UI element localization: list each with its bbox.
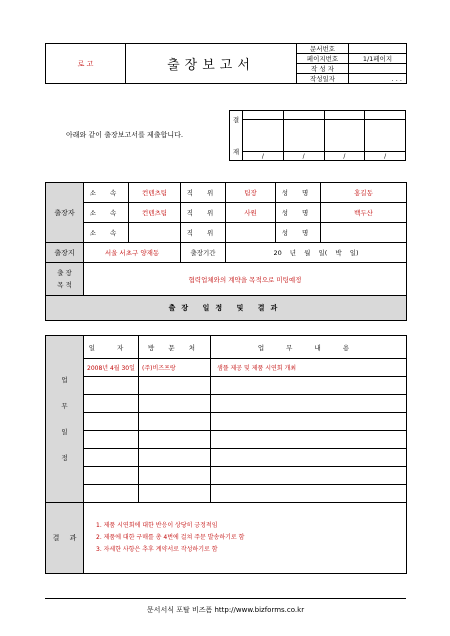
- approval-date-cell[interactable]: /: [365, 152, 406, 161]
- page-title: 출장보고서: [126, 44, 297, 84]
- approval-sign-cell[interactable]: [365, 120, 406, 152]
- schedule-date[interactable]: [84, 377, 139, 395]
- side-label-char: 업: [61, 376, 68, 384]
- schedule-visit[interactable]: [139, 449, 211, 467]
- schedule-task[interactable]: 샘플 제공 및 제품 시연회 개최: [211, 359, 407, 377]
- position-value[interactable]: 사원: [226, 203, 276, 223]
- name-value[interactable]: 백두산: [321, 203, 407, 223]
- period-label: 출장기간: [181, 243, 226, 263]
- table-row: [46, 377, 407, 395]
- footer-text: 문서서식 포탈 비즈폼 http://www.bizforms.co.kr: [146, 606, 305, 614]
- schedule-task[interactable]: [211, 413, 407, 431]
- schedule-date[interactable]: [84, 449, 139, 467]
- col-header-visit: 방 문 처: [139, 336, 211, 359]
- schedule-visit[interactable]: [139, 485, 211, 503]
- schedule-task[interactable]: [211, 467, 407, 485]
- purpose-label: [46, 263, 84, 296]
- name-value[interactable]: [321, 223, 407, 243]
- meta-value[interactable]: 1/1페이지: [349, 54, 407, 64]
- purpose-label-line: 출 장: [57, 269, 72, 277]
- approval-date-cell[interactable]: /: [324, 152, 365, 161]
- schedule-task[interactable]: [211, 395, 407, 413]
- position-value[interactable]: [226, 223, 276, 243]
- travelers-label: 출장자: [46, 183, 84, 243]
- name-label: 성 명: [276, 183, 321, 203]
- approval-box: [229, 110, 406, 161]
- schedule-date[interactable]: [84, 431, 139, 449]
- approval-sign-cell[interactable]: [243, 120, 284, 152]
- schedule-task[interactable]: [211, 377, 407, 395]
- side-label-char: 일: [61, 428, 68, 436]
- dept-label: 소 속: [84, 203, 129, 223]
- approval-title-cell: [243, 111, 284, 120]
- meta-label: 작성일자: [297, 74, 349, 84]
- approval-title-cell: [365, 111, 406, 120]
- col-header-date: 일 자: [84, 336, 139, 359]
- schedule-visit[interactable]: [139, 431, 211, 449]
- approval-sign-cell[interactable]: [324, 120, 365, 152]
- schedule-side-label: [46, 336, 84, 503]
- dept-label: 소 속: [84, 223, 129, 243]
- schedule-visit[interactable]: (주)비즈프랑: [139, 359, 211, 377]
- meta-label: 문서번호: [297, 44, 349, 54]
- schedule-table: [45, 335, 407, 574]
- table-row: [46, 485, 407, 503]
- result-line: 2. 제품에 대한 구매를 총 4번에 걸쳐 주문 발송하기로 함: [96, 534, 245, 541]
- table-row: [46, 431, 407, 449]
- dept-value[interactable]: 컨텐츠팀: [129, 203, 181, 223]
- schedule-date[interactable]: [84, 485, 139, 503]
- schedule-task[interactable]: [211, 485, 407, 503]
- meta-value[interactable]: . . .: [349, 74, 407, 84]
- approval-label: [230, 111, 243, 161]
- position-label: 직 위: [181, 223, 226, 243]
- approval-sign-cell[interactable]: [283, 120, 324, 152]
- schedule-date[interactable]: [84, 395, 139, 413]
- dept-value[interactable]: [129, 223, 181, 243]
- dept-label: 소 속: [84, 183, 129, 203]
- schedule-date[interactable]: [84, 467, 139, 485]
- approval-date-cell[interactable]: /: [283, 152, 324, 161]
- place-label: 출장지: [46, 243, 84, 263]
- approval-label-top: 결: [232, 115, 240, 124]
- approval-label-bottom: 재: [232, 147, 240, 156]
- result-content[interactable]: [84, 503, 407, 574]
- side-label-char: 무: [61, 402, 68, 410]
- schedule-task[interactable]: [211, 431, 407, 449]
- result-line: 3. 자세한 사항은 추후 계약서로 작성하기로 함: [96, 546, 218, 553]
- meta-value[interactable]: [349, 44, 407, 54]
- trip-info-table: [45, 182, 407, 321]
- side-label-char: 정: [61, 454, 68, 462]
- table-row: [46, 467, 407, 485]
- meta-value[interactable]: [349, 64, 407, 74]
- result-label: 결 과: [46, 503, 84, 574]
- schedule-visit[interactable]: [139, 377, 211, 395]
- schedule-visit[interactable]: [139, 467, 211, 485]
- approval-title-cell: [283, 111, 324, 120]
- position-label: 직 위: [181, 203, 226, 223]
- schedule-task[interactable]: [211, 449, 407, 467]
- purpose-label-line: 목 적: [57, 281, 72, 289]
- position-label: 직 위: [181, 183, 226, 203]
- dept-value[interactable]: 컨텐츠팀: [129, 183, 181, 203]
- period-value[interactable]: 20 년 월 일( 박 일): [226, 243, 407, 263]
- schedule-date[interactable]: [84, 413, 139, 431]
- logo-placeholder: 로 고: [46, 44, 126, 84]
- col-header-task: 업 무 내 용: [211, 336, 407, 359]
- approval-title-cell: [324, 111, 365, 120]
- place-value[interactable]: 서울 서초구 양재동: [84, 243, 181, 263]
- schedule-visit[interactable]: [139, 395, 211, 413]
- meta-label: 페이지번호: [297, 54, 349, 64]
- name-label: 성 명: [276, 203, 321, 223]
- footer-divider: [45, 598, 406, 599]
- intro-text: 아래와 같이 출장보고서를 제출합니다.: [66, 131, 184, 139]
- approval-date-cell[interactable]: /: [243, 152, 284, 161]
- document-header: [45, 43, 407, 84]
- schedule-date[interactable]: 2008년 4월 30일: [84, 359, 139, 377]
- purpose-value[interactable]: 협력업체와의 계약을 목적으로 미팅예정: [84, 263, 407, 296]
- table-row: [46, 395, 407, 413]
- schedule-visit[interactable]: [139, 413, 211, 431]
- meta-label: 작 성 자: [297, 64, 349, 74]
- schedule-title: 출장 일정 및 결과: [46, 296, 407, 321]
- table-row: [46, 413, 407, 431]
- table-row: [46, 449, 407, 467]
- name-value[interactable]: 홍길동: [321, 183, 407, 203]
- name-label: 성 명: [276, 223, 321, 243]
- result-line: 1. 제품 시연회에 대한 반응이 상당히 긍정적임: [96, 522, 218, 529]
- position-value[interactable]: 팀장: [226, 183, 276, 203]
